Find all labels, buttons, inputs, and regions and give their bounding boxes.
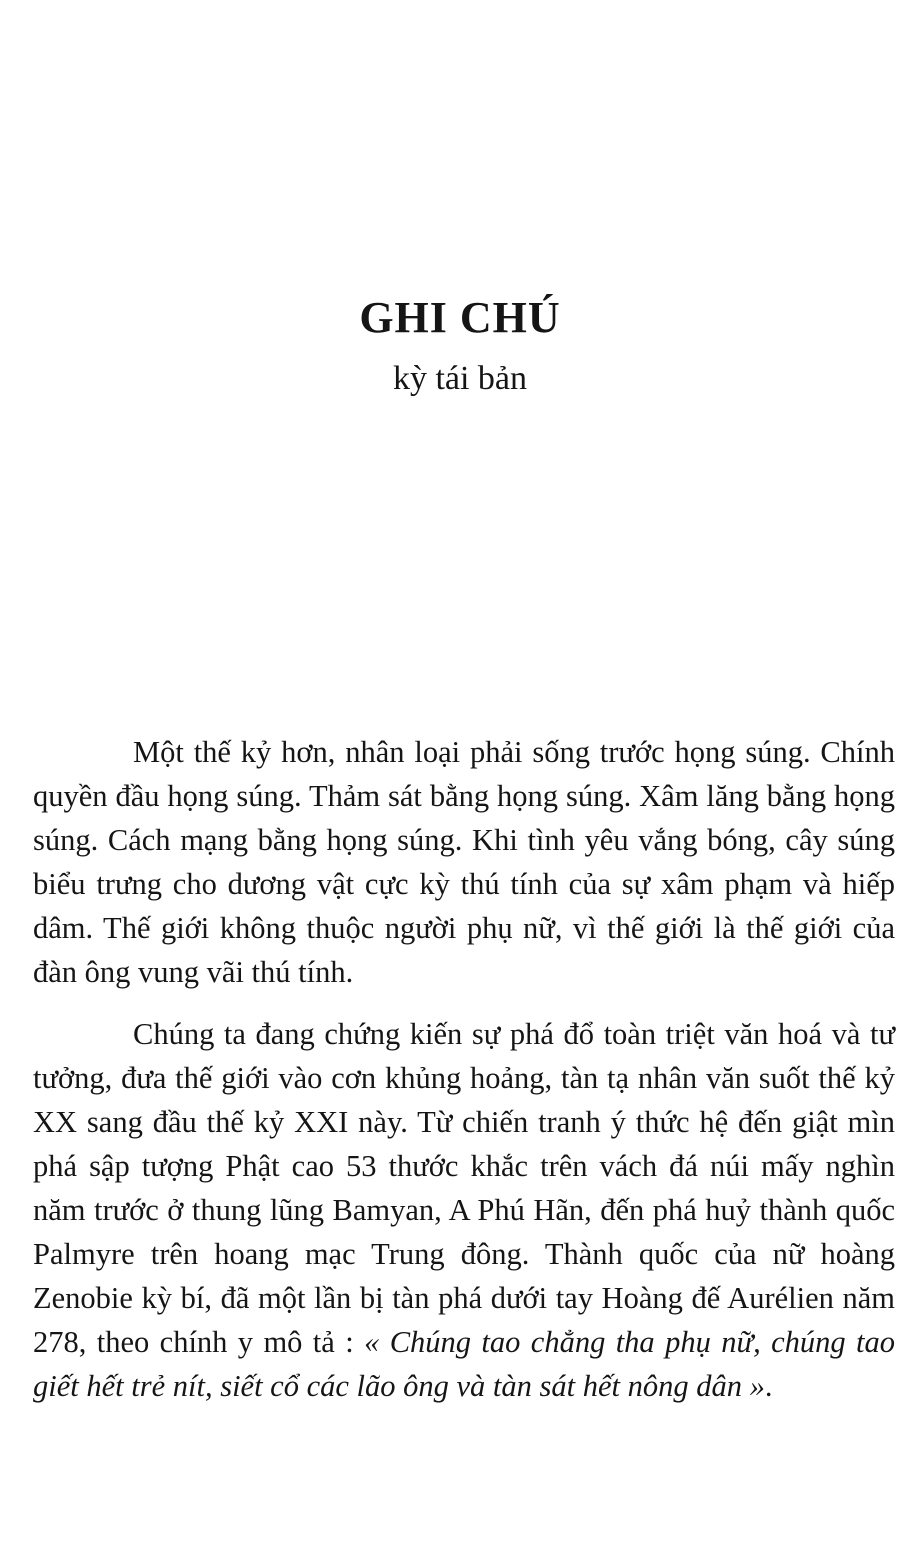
page-title: GHI CHÚ [359,293,561,342]
paragraph-2-end: . [764,1369,773,1403]
body-text [33,730,895,1408]
page-subtitle: kỳ tái bản [392,360,528,397]
paragraph-2-text: Chúng ta đang chứng kiến sự phá đổ toàn triệt văn hoá và tư tưởng, đưa thế giới vào cơn khủng hoảng, tàn tạ nhân văn suốt thế kỷ XX sang đầu thế kỷ XXI này. Từ chiến tranh ý thức hệ đến giật mìn phá sập tượng Phật cao 53 thước khắc trên vách đá núi mấy nghìn năm trước ở thung lũng Bamyan, A Phú Hãn, đến phá huỷ thành quốc Palmyre trên hoang mạc Trung đông. Thành quốc của nữ hoàng Zenobie kỳ bí, đã một lần bị tàn phá dưới tay Hoàng đế Aurélien năm 278, theo chính y mô tả : [33,1017,895,1359]
paragraph-2 [33,1012,895,1408]
paragraph-1: Một thế kỷ hơn, nhân loại phải sống trước họng súng. Chính quyền đầu họng súng. Thảm sát bằng họng súng. Xâm lăng bằng họng súng. Cách mạng bằng họng súng. Khi tình yêu vắng bóng, cây súng biểu trưng cho dương vật cực kỳ thú tính của sự xâm phạm và hiếp dâm. Thế giới không thuộc người phụ nữ, vì thế giới là thế giới của đàn ông vung vãi thú tính. [33,735,895,989]
paragraph-2-quote: « Chúng tao chẳng tha phụ nữ, chúng tao giết hết trẻ nít, siết cổ các lão ông và tàn sát hết nông dân » [33,1325,895,1403]
